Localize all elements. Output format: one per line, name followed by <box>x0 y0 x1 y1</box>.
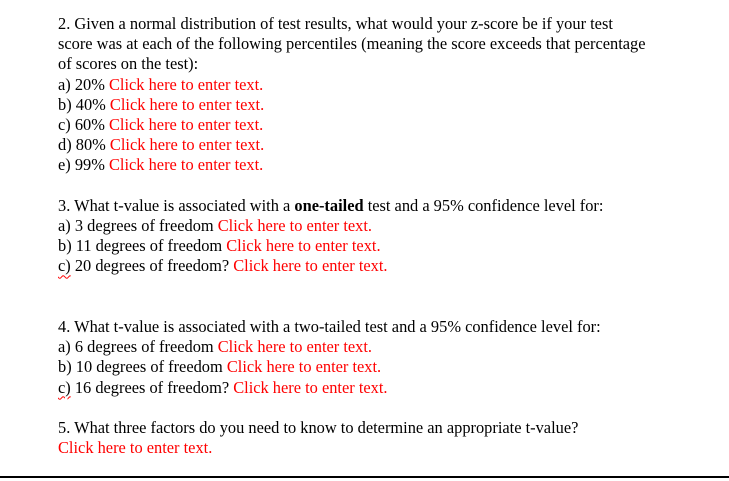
item-label: a) 20% <box>58 74 109 94</box>
question-2-item-c <box>58 115 708 135</box>
answer-field-5[interactable]: Click here to enter text. <box>58 438 213 458</box>
item-marker-spellcheck: c) <box>58 377 71 397</box>
item-label: b) 40% <box>58 94 110 114</box>
question-5 <box>58 418 708 458</box>
item-label: c) 60% <box>58 115 109 135</box>
item-marker: a) <box>58 216 71 236</box>
item-label: 10 degrees of freedom <box>71 357 227 377</box>
question-3-item-c <box>58 256 708 276</box>
question-2-item-b <box>58 95 708 115</box>
answer-field-4b[interactable]: Click here to enter text. <box>226 357 382 377</box>
item-marker: a) <box>58 337 71 357</box>
item-marker: b) <box>58 357 72 377</box>
answer-field-2d[interactable]: Click here to enter text. <box>109 135 265 155</box>
question-4 <box>58 317 708 398</box>
item-label: 3 degrees of freedom <box>70 216 218 236</box>
question-2-prompt-line-2: score was at each of the following percentiles (meaning the score exceeds that percentage <box>58 34 646 54</box>
question-2 <box>58 14 708 176</box>
question-5-answer-line <box>58 438 708 458</box>
question-5-prompt: 5. What three factors do you need to know to determine an appropriate t-value? <box>58 418 579 438</box>
answer-field-2a[interactable]: Click here to enter text. <box>108 74 264 94</box>
question-2-item-d <box>58 135 708 155</box>
document-page <box>58 14 708 458</box>
item-label: 20 degrees of freedom? <box>70 256 234 276</box>
answer-field-2c[interactable]: Click here to enter text. <box>108 115 264 135</box>
question-4-item-a <box>58 337 708 357</box>
question-4-prompt: 4. What t-value is associated with a two-tailed test and a 95% confidence level for: <box>58 317 601 337</box>
item-label: 11 degrees of freedom <box>71 236 227 256</box>
answer-field-2e[interactable]: Click here to enter text. <box>108 155 264 175</box>
question-3-prompt <box>58 196 708 216</box>
question-3-item-b <box>58 236 708 256</box>
item-label: e) 99% <box>58 155 109 175</box>
item-marker: b) <box>58 236 72 256</box>
question-4-item-b <box>58 357 708 377</box>
answer-field-2b[interactable]: Click here to enter text. <box>109 94 265 114</box>
item-label: 16 degrees of freedom? <box>70 377 234 397</box>
item-label: 6 degrees of freedom <box>70 337 218 357</box>
question-2-prompt-line-3: of scores on the test): <box>58 54 199 74</box>
answer-field-4a[interactable]: Click here to enter text. <box>217 337 373 357</box>
question-4-item-c <box>58 378 708 398</box>
item-label: d) 80% <box>58 135 110 155</box>
question-2-item-e <box>58 155 708 175</box>
answer-field-3c[interactable]: Click here to enter text. <box>233 256 388 276</box>
answer-field-4c[interactable]: Click here to enter text. <box>233 377 388 397</box>
item-marker-spellcheck: c) <box>58 256 71 276</box>
paragraph-spacer <box>58 398 708 418</box>
answer-field-3b[interactable]: Click here to enter text. <box>226 236 381 256</box>
paragraph-spacer <box>58 277 708 317</box>
paragraph-spacer <box>58 176 708 196</box>
question-2-prompt-line-1: 2. Given a normal distribution of test results, what would your z-score be if your test <box>58 14 613 33</box>
answer-field-3a[interactable]: Click here to enter text. <box>217 216 373 236</box>
question-3-item-a <box>58 216 708 236</box>
question-2-item-a <box>58 75 708 95</box>
prompt-emphasis: one-tailed <box>294 195 364 215</box>
prompt-text-after: test and a 95% confidence level for: <box>363 195 604 215</box>
question-3 <box>58 196 708 277</box>
page-bottom-rule <box>0 476 729 478</box>
prompt-text-before: 3. What t-value is associated with a <box>58 195 295 215</box>
